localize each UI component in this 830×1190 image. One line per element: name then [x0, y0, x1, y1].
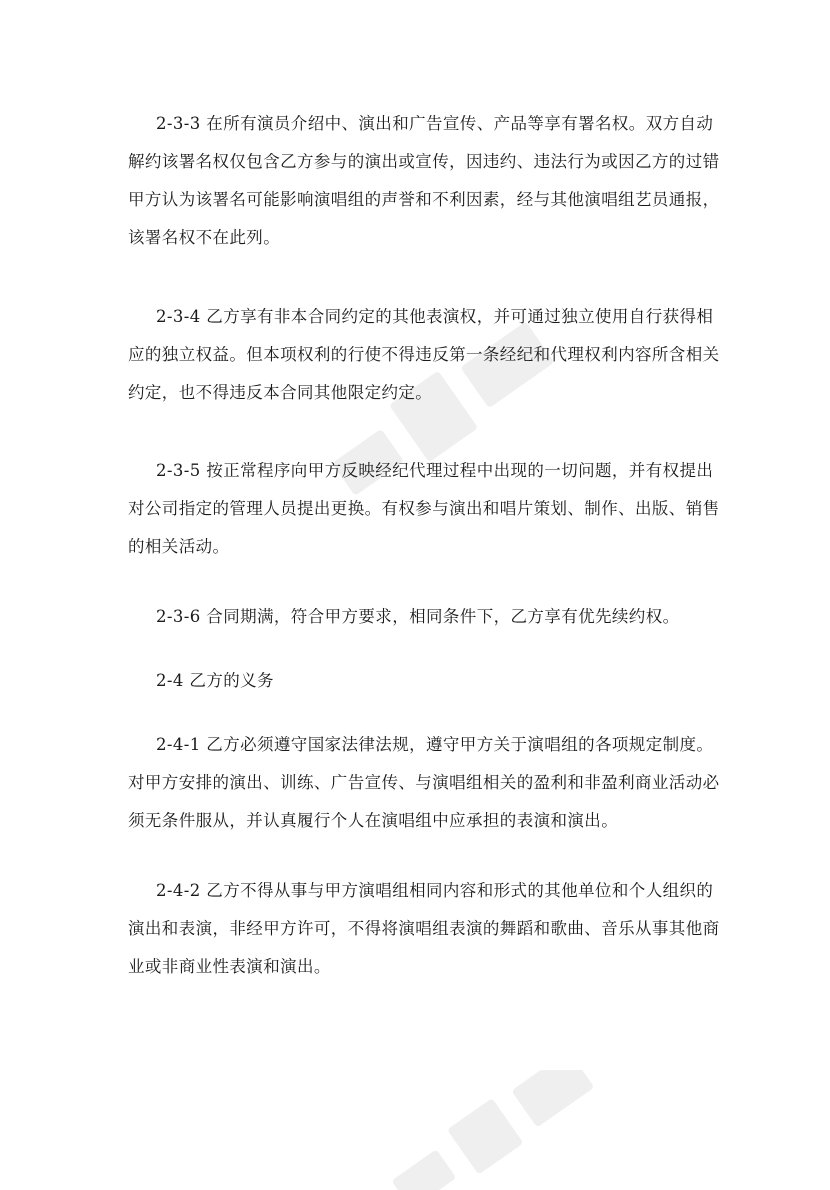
text-line: 约定，也不得违反本合同其他限定约定。 [128, 383, 433, 402]
clause-2-3-4 [128, 298, 720, 412]
text-line: 2-4-2 乙方不得从事与甲方演唱组相同内容和形式的其他单位和个人组织的 [156, 881, 714, 900]
section-heading-2-4 [128, 662, 708, 700]
watermark-graphic [360, 1070, 620, 1190]
text-line: 2-4-1 乙方必须遵守国家法律法规，遵守甲方关于演唱组的各项规定制度。 [156, 735, 714, 754]
section-title: 2-4 乙方的义务 [156, 671, 274, 690]
text-line: 演出和表演，非经甲方许可，不得将演唱组表演的舞蹈和歌曲、音乐从事其他商 [128, 919, 720, 938]
clause-2-4-1 [128, 726, 720, 840]
clause-2-4-2 [128, 872, 720, 986]
clause-2-3-3 [128, 105, 720, 257]
clause-2-3-5 [128, 452, 720, 566]
text-line: 业或非商业性表演和演出。 [128, 957, 331, 976]
text-line: 解约该署名权仅包含乙方参与的演出或宣传，因违约、违法行为或因乙方的过错 [128, 152, 720, 171]
text-line: 对甲方安排的演出、训练、广告宣传、与演唱组相关的盈利和非盈利商业活动必 [128, 773, 720, 792]
text-line: 2-3-4 乙方享有非本合同约定的其他表演权，并可通过独立使用自行获得相 [156, 307, 714, 326]
text-line: 该署名权不在此列。 [128, 228, 281, 247]
text-line: 应的独立权益。但本项权利的行使不得违反第一条经纪和代理权利内容所含相关 [128, 345, 720, 364]
text-line: 2-3-5 按正常程序向甲方反映经纪代理过程中出现的一切问题，并有权提出 [156, 461, 714, 480]
text-line: 须无条件服从，并认真履行个人在演唱组中应承担的表演和演出。 [128, 811, 619, 830]
text-line: 的相关活动。 [128, 537, 230, 556]
text-line: 对公司指定的管理人员提出更换。有权参与演出和唱片策划、制作、出版、销售 [128, 499, 720, 518]
text-line: 2-3-3 在所有演员介绍中、演出和广告宣传、产品等享有署名权。双方自动 [156, 114, 714, 133]
text-line: 2-3-6 合同期满，符合甲方要求，相同条件下，乙方享有优先续约权。 [156, 607, 680, 626]
text-line: 甲方认为该署名可能影响演唱组的声誉和不利因素，经与其他演唱组艺员通报， [128, 190, 720, 209]
clause-2-3-6 [128, 598, 708, 636]
